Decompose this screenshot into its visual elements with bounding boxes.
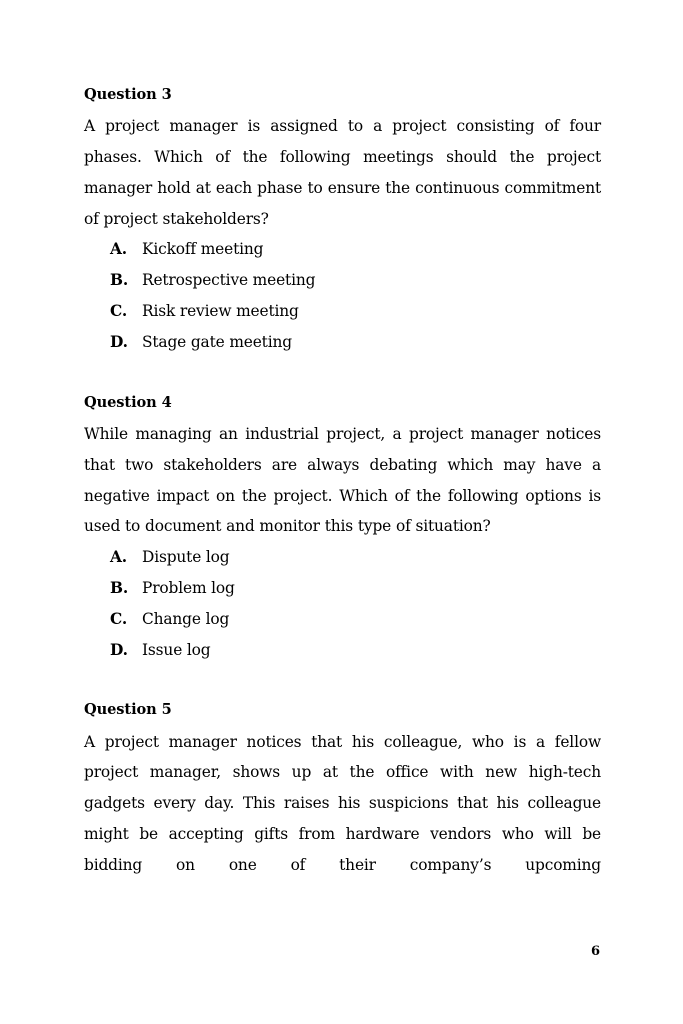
option-letter: A. [110,240,127,259]
option-text: Risk review meeting [142,302,299,321]
option-item[interactable] [84,265,601,296]
option-text: Change log [142,609,230,628]
option-text: Dispute log [142,548,230,567]
question-body-3: A project manager is assigned to a project consisting of four phases. Which of the following meetings should the project manager hold at each phase to ensure the continuous commitment of project stakeholders? [84,117,601,228]
option-item[interactable] [84,327,601,358]
page-number: 6 [590,944,600,959]
option-text: Retrospective meeting [142,271,316,290]
question-block-3 [84,80,601,358]
option-letter: C. [110,302,128,321]
question-block-5 [84,695,601,880]
option-text: Issue log [142,640,211,659]
option-item[interactable] [84,635,601,666]
option-letter: B. [110,578,129,597]
option-letter: C. [110,609,128,628]
option-letter: D. [110,332,128,351]
question-heading-5: Question 5 [84,701,172,719]
question-block-4 [84,388,601,666]
question-heading-3: Question 3 [84,86,172,103]
option-item[interactable] [84,234,601,265]
option-list-3 [84,234,601,357]
option-letter: B. [110,271,129,290]
option-text: Problem log [142,578,235,597]
option-item[interactable] [84,604,601,635]
question-body-4: While managing an industrial project, a project manager notices that two stakeholders are always debating which may have a negative impact on the project. Which of the following options is used to document and monitor this type of situation? [84,424,601,536]
page-content [84,80,601,881]
question-body-5: A project manager notices that his colleague, who is a fellow project manager, shows up at the office with new high-tech gadgets every day. This raises his suspicions that his colleague might be accepting gifts from hardware vendors who will be bidding on one of their company’s upcoming [84,732,601,874]
option-letter: A. [110,548,127,567]
option-letter: D. [110,640,128,659]
option-text: Kickoff meeting [142,240,264,259]
option-item[interactable] [84,542,601,573]
option-item[interactable] [84,296,601,327]
option-text: Stage gate meeting [142,332,292,351]
question-heading-4: Question 4 [84,393,172,411]
option-list-4 [84,542,601,665]
option-item[interactable] [84,573,601,604]
